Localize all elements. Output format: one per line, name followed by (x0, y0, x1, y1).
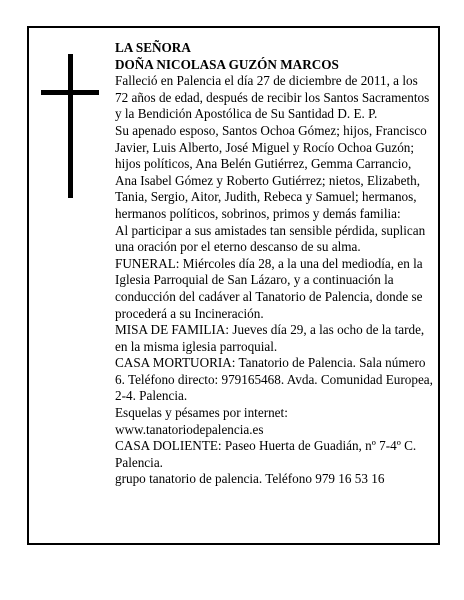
obituary-text (115, 40, 433, 488)
family-mass-info: MISA DE FAMILIA: Jueves día 29, a las ocho de la tarde, en la misma iglesia parroquial. (115, 322, 425, 354)
internet-condolences: Esquelas y pésames por internet: www.tanatoriodepalencia.es (115, 405, 288, 437)
group-phone: grupo tanatorio de palencia. Teléfono 979 16 53 16 (115, 471, 385, 487)
funeral-home-info: CASA MORTUORIA: Tanatorio de Palencia. Sala número 6. Teléfono directo: 979165468. Avda. Comunidad Europea, 2-4. Palencia. (115, 355, 433, 404)
family-list: Su apenado esposo, Santos Ochoa Gómez; hijos, Francisco Javier, Luis Alberto, José Miguel y Rocío Ochoa Guzón; hijos políticos, Ana Belén Gutiérrez, Gemma Carrancio, Ana Isabel Gómez y Roberto Gutiérrez; nietos, Elizabeth, Tania, Sergio, Aitor, Judith, Rebeca y Samuel; hermanos, hermanos políticos, sobrinos, primos y demás familia: (115, 122, 427, 221)
prayer-request: Al participar a sus amistades tan sensible pérdida, suplican una oración por el eterno descanso de su alma. (115, 222, 426, 255)
mourning-house-info: CASA DOLIENTE: Paseo Huerta de Guadián, nº 7-4º C. Palencia. (115, 438, 417, 470)
deceased-name: DOÑA NICOLASA GUZÓN MARCOS (115, 56, 339, 72)
death-announcement: Falleció en Palencia el día 27 de diciembre de 2011, a los 72 años de edad, después de recibir los Santos Sacramentos y la Bendición Apostólica de Su Santidad D. E. P. (115, 73, 430, 122)
title-line-1: LA SEÑORA (115, 40, 191, 55)
funeral-info: FUNERAL: Miércoles día 28, a la una del mediodía, en la Iglesia Parroquial de San Lázaro, y a continuación la conducción del cadáver al Tanatorio de Palencia, donde se procederá a su Incineración. (115, 255, 423, 321)
cross-vertical-bar (68, 54, 73, 198)
cross-horizontal-bar (41, 90, 99, 95)
obituary-frame (27, 26, 440, 545)
